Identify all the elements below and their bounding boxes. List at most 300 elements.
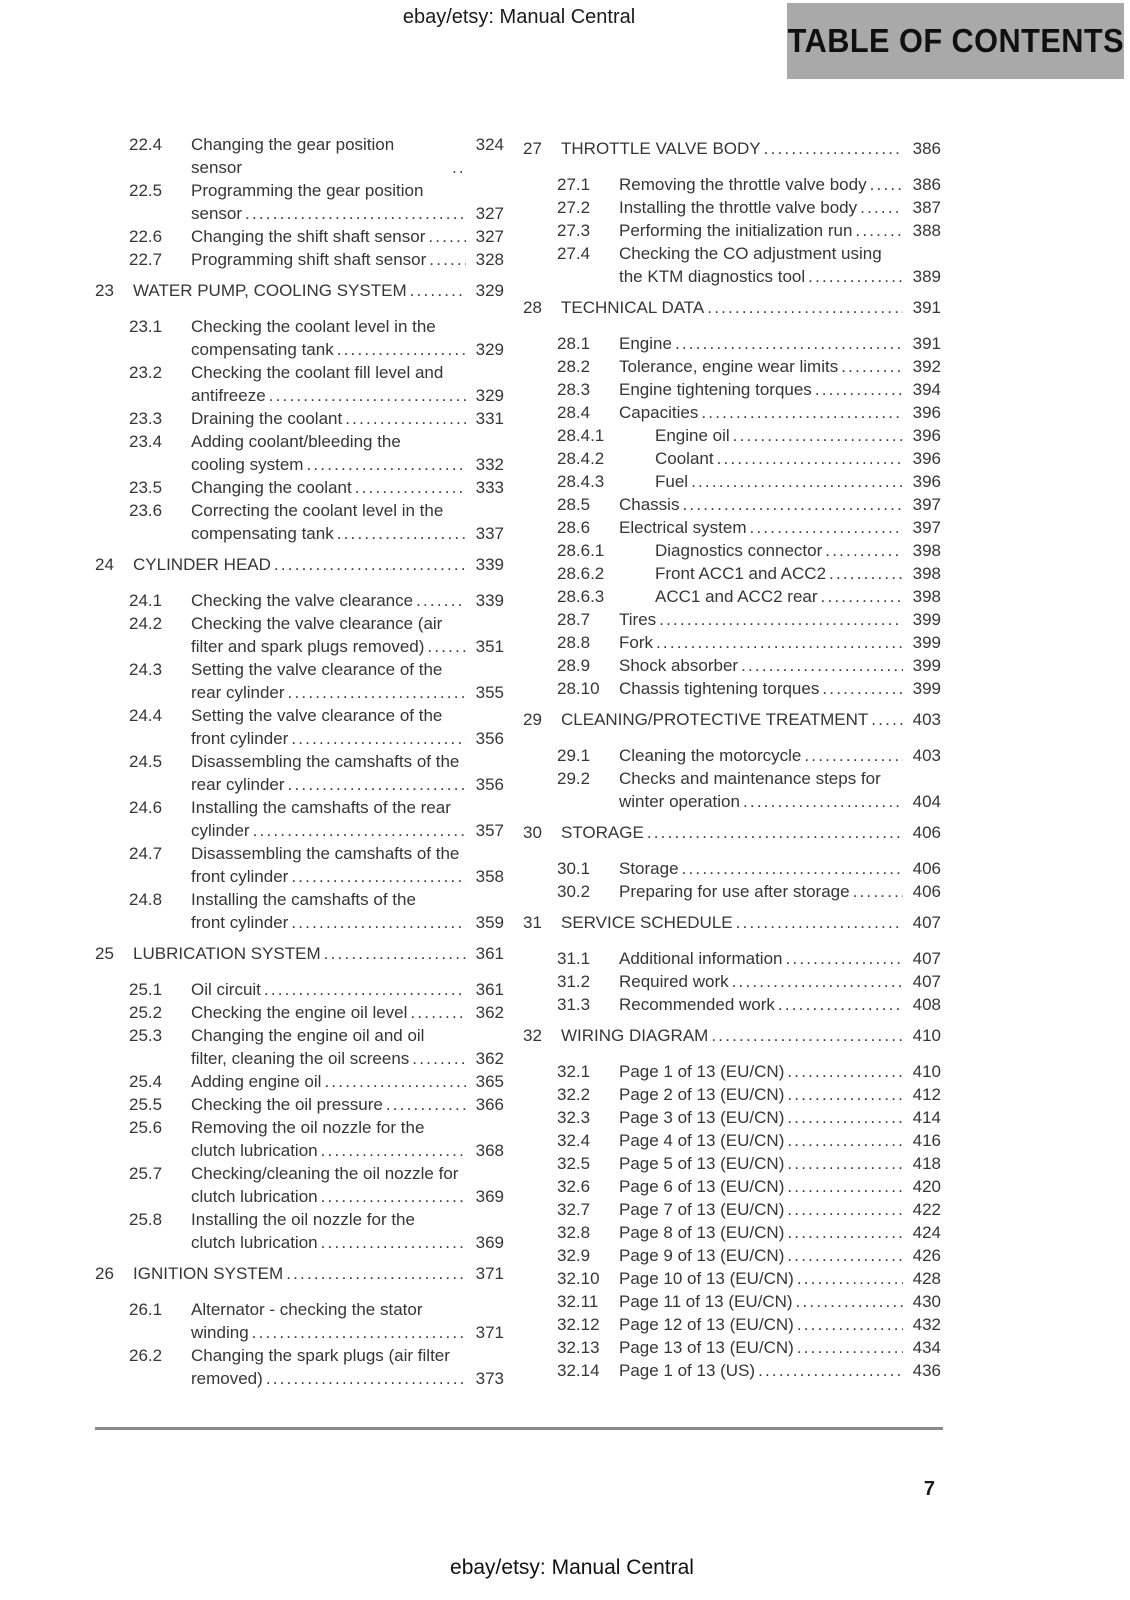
entry-title: Removing the oil nozzle for the [191, 1118, 425, 1137]
toc-entry-row [129, 133, 504, 179]
toc-column-right [523, 129, 941, 1382]
dot-leader [321, 1185, 466, 1208]
entry-title: Adding coolant/bleeding the [191, 432, 401, 451]
dot-leader [266, 1367, 466, 1390]
dot-leader [743, 790, 903, 813]
section-number: 25.5 [129, 1095, 163, 1114]
toc-entry-row [557, 173, 941, 196]
section-number: 28.7 [557, 610, 591, 629]
entry-title: Installing the throttle valve body [619, 198, 858, 217]
page-ref: 404 [912, 792, 941, 811]
section-number: 31.2 [557, 972, 591, 991]
toc-entry-row [129, 589, 504, 612]
section-number: 25.4 [129, 1072, 163, 1091]
section-number: 30.2 [557, 882, 591, 901]
page-ref: 434 [912, 1338, 941, 1357]
section-number: 23.6 [129, 501, 163, 520]
entry-title: Disassembling the camshafts of the [191, 844, 460, 863]
page-ref: 396 [912, 472, 941, 491]
entry-title: front cylinder [191, 913, 289, 932]
entry-title: Checking the valve clearance [191, 591, 414, 610]
page-ref: 399 [912, 656, 941, 675]
page-ref: 424 [912, 1223, 941, 1242]
section-number: 23.5 [129, 478, 163, 497]
entry-title: Shock absorber [619, 656, 739, 675]
dot-leader [410, 1001, 466, 1024]
toc-entry-row [557, 242, 941, 288]
page-ref: 337 [475, 524, 504, 543]
toc-entry-row [557, 631, 941, 654]
entry-title: Changing the coolant [191, 478, 352, 497]
page-ref: 420 [912, 1177, 941, 1196]
page-ref: 351 [475, 637, 504, 656]
entry-title: rear cylinder [191, 775, 285, 794]
entry-title: Page 9 of 13 (EU/CN) [619, 1246, 785, 1265]
toc-chapter-row [523, 821, 941, 844]
toc-entry-row [557, 196, 941, 219]
page-ref: 396 [912, 426, 941, 445]
entry-title: cylinder [191, 821, 250, 840]
toc-entry-row [129, 1162, 504, 1208]
entry-title: the KTM diagnostics tool [619, 267, 806, 286]
entry-title: TECHNICAL DATA [561, 298, 705, 317]
section-number: 32 [523, 1026, 542, 1045]
dot-leader [321, 1231, 466, 1254]
dot-leader [682, 857, 903, 880]
section-number: 22.6 [129, 227, 163, 246]
entry-title: Chassis tightening torques [619, 679, 820, 698]
dot-leader [787, 1129, 903, 1152]
entry-title: rear cylinder [191, 683, 285, 702]
entry-title: Checking the valve clearance (air [191, 614, 443, 633]
dot-leader [337, 338, 466, 361]
toc-entry-row [129, 842, 504, 888]
section-number: 28.3 [557, 380, 591, 399]
section-number: 32.3 [557, 1108, 591, 1127]
entry-title: Changing the spark plugs (air filter [191, 1346, 450, 1365]
entry-title: antifreeze [191, 386, 266, 405]
section-number: 32.14 [557, 1361, 600, 1380]
section-number: 23.2 [129, 363, 163, 382]
dot-leader [825, 539, 903, 562]
page-ref: 410 [912, 1026, 941, 1045]
entry-title: Page 7 of 13 (EU/CN) [619, 1200, 785, 1219]
toc-entry-row [129, 1024, 504, 1070]
toc-entry-row [557, 378, 941, 401]
page-ref: 365 [475, 1072, 504, 1091]
dot-leader [787, 1175, 903, 1198]
entry-title: Engine oil [655, 426, 730, 445]
toc-entry-row [557, 585, 941, 608]
dot-leader [291, 911, 466, 934]
dot-leader [733, 424, 903, 447]
dot-leader [732, 970, 903, 993]
toc-entry-row [557, 424, 941, 447]
entry-title: Additional information [619, 949, 783, 968]
footer-site-label: ebay/etsy: Manual Central [450, 1556, 694, 1579]
entry-title: Page 10 of 13 (EU/CN) [619, 1269, 794, 1288]
section-number: 25.1 [129, 980, 163, 999]
dot-leader [741, 654, 903, 677]
toc-entry-row [129, 361, 504, 407]
dot-leader [764, 137, 903, 160]
entry-title: Chassis [619, 495, 680, 514]
entry-title: Draining the coolant [191, 409, 343, 428]
toc-entry-row [557, 219, 941, 242]
toc-entry-row [129, 796, 504, 842]
dot-leader [647, 821, 903, 844]
entry-title: clutch lubrication [191, 1141, 318, 1160]
toc-entry-row [129, 476, 504, 499]
dot-leader [452, 133, 466, 179]
dot-leader [701, 401, 903, 424]
section-number: 29.1 [557, 746, 591, 765]
section-number: 30.1 [557, 859, 591, 878]
section-number: 28 [523, 298, 542, 317]
dot-leader [245, 202, 466, 225]
entry-title: STORAGE [561, 823, 644, 842]
section-number: 26.2 [129, 1346, 163, 1365]
dot-leader [355, 476, 466, 499]
page-ref: 392 [912, 357, 941, 376]
toc-entry-row [129, 1116, 504, 1162]
entry-title: Installing the camshafts of the rear [191, 798, 451, 817]
page-ref: 416 [912, 1131, 941, 1150]
page-ref: 399 [912, 679, 941, 698]
entry-title: Engine tightening torques [619, 380, 812, 399]
toc-entry-row [557, 1106, 941, 1129]
dot-leader [656, 631, 903, 654]
section-number: 24.7 [129, 844, 163, 863]
entry-title: Disassembling the camshafts of the [191, 752, 460, 771]
section-number: 24.2 [129, 614, 163, 633]
page-ref: 327 [475, 204, 504, 223]
dot-leader [252, 1321, 466, 1344]
page-ref: 396 [912, 449, 941, 468]
entry-title: Engine [619, 334, 672, 353]
entry-title: Correcting the coolant level in the [191, 501, 444, 520]
toc-entry-row [557, 677, 941, 700]
entry-title: Changing the gear position sensor [191, 135, 395, 177]
entry-title: compensating tank [191, 340, 334, 359]
entry-title: Alternator - checking the stator [191, 1300, 423, 1319]
section-number: 31.3 [557, 995, 591, 1014]
section-number: 32.4 [557, 1131, 591, 1150]
section-number: 24.1 [129, 591, 163, 610]
page-ref: 391 [912, 334, 941, 353]
toc-entry-row [557, 401, 941, 424]
entry-title: Preparing for use after storage [619, 882, 850, 901]
entry-title: Tolerance, engine wear limits [619, 357, 839, 376]
page-ref: 403 [912, 746, 941, 765]
section-number: 23.1 [129, 317, 163, 336]
section-number: 28.4.2 [557, 449, 605, 468]
page-ref: 403 [912, 710, 941, 729]
entry-title: cooling system [191, 455, 304, 474]
dot-leader [711, 1024, 903, 1047]
toc-entry-row [129, 1001, 504, 1024]
toc-entry-row [129, 978, 504, 1001]
toc-entry-row [557, 355, 941, 378]
page-ref: 329 [475, 340, 504, 359]
section-number: 29.2 [557, 769, 591, 788]
page-ref: 406 [912, 859, 941, 878]
entry-title: compensating tank [191, 524, 334, 543]
page-ref: 371 [475, 1264, 504, 1283]
entry-title: Diagnostics connector [655, 541, 823, 560]
toc-entry-row [557, 970, 941, 993]
dot-leader [797, 1267, 903, 1290]
dot-leader [288, 681, 466, 704]
page-ref: 410 [912, 1062, 941, 1081]
entry-title: Front ACC1 and ACC2 [655, 564, 827, 583]
toc-entry-row [129, 1208, 504, 1254]
page-ref: 369 [475, 1187, 504, 1206]
page-ref: 356 [475, 775, 504, 794]
page-ref: 359 [475, 913, 504, 932]
dot-leader [717, 447, 903, 470]
section-number: 32.7 [557, 1200, 591, 1219]
page-ref: 368 [475, 1141, 504, 1160]
section-number: 25.8 [129, 1210, 163, 1229]
dot-leader [428, 225, 466, 248]
entry-title: IGNITION SYSTEM [133, 1264, 284, 1283]
dot-leader [707, 296, 903, 319]
section-number: 29 [523, 710, 542, 729]
entry-title: winter operation [619, 792, 740, 811]
toc-entry-row [557, 1313, 941, 1336]
page-ref: 388 [912, 221, 941, 240]
dot-leader [291, 865, 466, 888]
page-ref: 362 [475, 1003, 504, 1022]
toc-chapter-row [523, 708, 941, 731]
table-of-contents-banner [787, 3, 1124, 79]
dot-leader [321, 1139, 466, 1162]
toc-entry-row [557, 1083, 941, 1106]
entry-title: Programming the gear position [191, 181, 424, 200]
entry-title: Checking the coolant fill level and [191, 363, 444, 382]
toc-entry-row [557, 1175, 941, 1198]
entry-title: Checking the engine oil level [191, 1003, 408, 1022]
dot-leader [808, 265, 903, 288]
dot-leader [860, 196, 903, 219]
entry-title: Page 4 of 13 (EU/CN) [619, 1131, 785, 1150]
toc-entry-row [129, 1093, 504, 1116]
section-number: 28.4.1 [557, 426, 605, 445]
toc-entry-row [557, 1152, 941, 1175]
entry-title: clutch lubrication [191, 1187, 318, 1206]
section-number: 25.2 [129, 1003, 163, 1022]
section-number: 23 [95, 281, 114, 300]
dot-leader [787, 1198, 903, 1221]
entry-title: Page 1 of 13 (EU/CN) [619, 1062, 785, 1081]
section-number: 28.6 [557, 518, 591, 537]
dot-leader [787, 1221, 903, 1244]
dot-leader [797, 1336, 903, 1359]
dot-leader [691, 470, 903, 493]
page-ref: 339 [475, 555, 504, 574]
dot-leader [787, 1152, 903, 1175]
toc-entry-row [557, 562, 941, 585]
entry-title: Electrical system [619, 518, 747, 537]
dot-leader [841, 355, 903, 378]
toc-chapter-row [523, 296, 941, 319]
entry-title: Page 13 of 13 (EU/CN) [619, 1338, 794, 1357]
dot-leader [787, 1106, 903, 1129]
section-number: 25.7 [129, 1164, 163, 1183]
page-ref: 327 [475, 227, 504, 246]
entry-title: front cylinder [191, 729, 289, 748]
banner-title: TABLE OF CONTENTS [787, 22, 1124, 59]
entry-title: removed) [191, 1369, 263, 1388]
entry-title: Page 5 of 13 (EU/CN) [619, 1154, 785, 1173]
section-number: 24.5 [129, 752, 163, 771]
page-ref: 391 [912, 298, 941, 317]
page-ref: 394 [912, 380, 941, 399]
entry-title: Page 8 of 13 (EU/CN) [619, 1223, 785, 1242]
toc-entry-row [129, 315, 504, 361]
toc-entry-row [129, 1298, 504, 1344]
entry-title: Page 3 of 13 (EU/CN) [619, 1108, 785, 1127]
toc-chapter-row [95, 279, 504, 302]
page-ref: 361 [475, 980, 504, 999]
section-number: 28.6.3 [557, 587, 605, 606]
entry-title: Cleaning the motorcycle [619, 746, 802, 765]
page-ref: 339 [475, 591, 504, 610]
section-number: 28.4 [557, 403, 591, 422]
section-number: 32.11 [557, 1292, 599, 1311]
section-number: 24.3 [129, 660, 163, 679]
section-number: 28.4.3 [557, 472, 605, 491]
page-ref: 418 [912, 1154, 941, 1173]
entry-title: WIRING DIAGRAM [561, 1026, 709, 1045]
section-number: 28.10 [557, 679, 600, 698]
page-number: 7 [923, 1478, 935, 1500]
footer-rule [95, 1427, 943, 1430]
section-number: 23.3 [129, 409, 163, 428]
page-ref: 356 [475, 729, 504, 748]
entry-title: Fuel [655, 472, 689, 491]
dot-leader [324, 942, 466, 965]
dot-leader [829, 562, 903, 585]
page-ref: 407 [912, 949, 941, 968]
dot-leader [675, 332, 903, 355]
page-ref: 406 [912, 882, 941, 901]
entry-title: filter, cleaning the oil screens [191, 1049, 410, 1068]
dot-leader [345, 407, 466, 430]
toc-entry-row [557, 767, 941, 813]
page-ref: 399 [912, 633, 941, 652]
toc-chapter-row [523, 137, 941, 160]
entry-title: Installing the camshafts of the [191, 890, 416, 909]
page-ref: 422 [912, 1200, 941, 1219]
toc-entry-row [557, 1221, 941, 1244]
toc-entry-row [557, 1359, 941, 1382]
section-number: 32.2 [557, 1085, 591, 1104]
dot-leader [822, 677, 903, 700]
entry-title: Removing the throttle valve body [619, 175, 867, 194]
page-ref: 357 [475, 821, 504, 840]
section-number: 23.4 [129, 432, 163, 451]
entry-title: Page 1 of 13 (US) [619, 1361, 756, 1380]
entry-title: Page 12 of 13 (EU/CN) [619, 1315, 794, 1334]
toc-entry-row [557, 447, 941, 470]
dot-leader [274, 553, 466, 576]
dot-leader [758, 1359, 903, 1382]
page-ref: 436 [912, 1361, 941, 1380]
section-number: 27.4 [557, 244, 591, 263]
section-number: 31 [523, 913, 542, 932]
toc-entry-row [557, 744, 941, 767]
page-ref: 355 [475, 683, 504, 702]
entry-title: Changing the engine oil and oil [191, 1026, 425, 1045]
toc-entry-row [557, 993, 941, 1016]
entry-title: filter and spark plugs removed) [191, 637, 425, 656]
entry-title: Setting the valve clearance of the [191, 660, 443, 679]
dot-leader [787, 1083, 903, 1106]
toc-entry-row [129, 225, 504, 248]
entry-title: CLEANING/PROTECTIVE TREATMENT [561, 710, 869, 729]
toc-entry-row [557, 1336, 941, 1359]
dot-leader [785, 947, 903, 970]
dot-leader [750, 516, 903, 539]
section-number: 28.8 [557, 633, 591, 652]
toc-entry-row [557, 1129, 941, 1152]
page-ref: 406 [912, 823, 941, 842]
toc-entry-row [557, 608, 941, 631]
section-number: 32.1 [557, 1062, 591, 1081]
page-ref: 398 [912, 564, 941, 583]
page-ref: 407 [912, 913, 941, 932]
page-ref: 414 [912, 1108, 941, 1127]
toc-column-left [95, 133, 504, 1390]
page-ref: 329 [475, 386, 504, 405]
dot-leader [855, 219, 903, 242]
entry-title: SERVICE SCHEDULE [561, 913, 733, 932]
entry-title: Page 11 of 13 (EU/CN) [619, 1292, 793, 1311]
dot-leader [429, 248, 466, 271]
toc-entry-row [557, 1060, 941, 1083]
page-ref: 329 [475, 281, 504, 300]
dot-leader [815, 378, 903, 401]
toc-chapter-row [95, 1262, 504, 1285]
dot-leader [787, 1060, 903, 1083]
toc-entry-row [557, 470, 941, 493]
section-number: 26.1 [129, 1300, 163, 1319]
section-number: 32.9 [557, 1246, 591, 1265]
entry-title: THROTTLE VALVE BODY [561, 139, 761, 158]
page-ref: 428 [912, 1269, 941, 1288]
toc-entry-row [557, 880, 941, 903]
entry-title: Fork [619, 633, 653, 652]
section-number: 22.7 [129, 250, 163, 269]
page-ref: 430 [912, 1292, 941, 1311]
section-number: 28.2 [557, 357, 591, 376]
entry-title: WATER PUMP, COOLING SYSTEM [133, 281, 407, 300]
section-number: 31.1 [557, 949, 591, 968]
toc-entry-row [129, 750, 504, 796]
toc-entry-row [557, 516, 941, 539]
toc-chapter-row [523, 1024, 941, 1047]
dot-leader [253, 819, 466, 842]
page-ref: 426 [912, 1246, 941, 1265]
entry-title: Checking/cleaning the oil nozzle for [191, 1164, 459, 1183]
section-number: 32.10 [557, 1269, 600, 1288]
entry-title: Page 6 of 13 (EU/CN) [619, 1177, 785, 1196]
dot-leader [804, 744, 903, 767]
toc-entry-row [557, 539, 941, 562]
toc-entry-row [129, 1070, 504, 1093]
